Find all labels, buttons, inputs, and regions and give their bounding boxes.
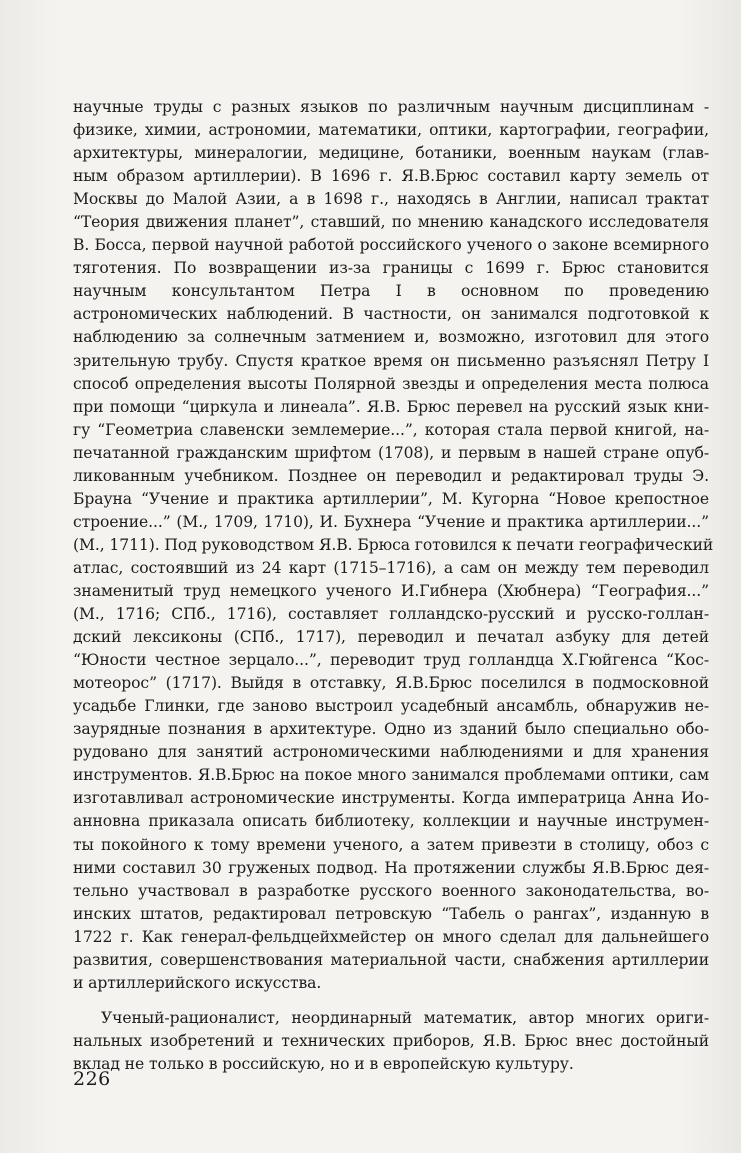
text-line: “Юности честное зерцало...”, переводит труд голландца Х.Гюйгенса “Кос- xyxy=(73,651,709,670)
text-line: печатанной гражданским шрифтом (1708), и первым в нашей стране опуб- xyxy=(73,443,709,462)
text-line: способ определения высоты Полярной звезды и определения места полюса xyxy=(73,374,709,393)
text-line: тяготения. По возвращении из-за границы с 1699 г. Брюс становится xyxy=(73,259,709,278)
text-line: мотеорос” (1717). Выйдя в отставку, Я.В.Брюс поселился в подмосковной xyxy=(73,674,709,693)
text-line: В. Босса, первой научной работой российского ученого о законе всемирного xyxy=(73,236,709,255)
paragraph-1 xyxy=(73,96,714,995)
text-line: при помощи “циркула и линеала”. Я.В. Брюс перевел на русский язык кни- xyxy=(73,397,709,416)
text-line: зрительную трубу. Спустя краткое время он письменно разъяснял Петру I xyxy=(73,351,709,370)
paragraph-gap xyxy=(73,995,709,1007)
text-line: наблюдению за солнечным затмением и, возможно, изготовил для этого xyxy=(73,328,709,347)
text-line: 1722 г. Как генерал-фельдцейхмейстер он много сделал для дальнейшего xyxy=(73,927,709,946)
text-line: “Теория движения планет”, ставший, по мнению канадского исследователя xyxy=(73,213,709,232)
text-line: инских штатов, редактировал петровскую “Табель о рангах”, изданную в xyxy=(73,904,709,923)
text-line: научные труды с разных языков по различным научным дисциплинам - xyxy=(73,98,709,116)
text-line: рудовано для занятий астрономическими наблюдениями и для хранения xyxy=(73,743,709,762)
text-line: физике, химии, астрономии, математики, оптики, картографии, географии, xyxy=(73,121,709,140)
text-line: гу “Геометриа славенски землемерие...”, которая стала первой книгой, на- xyxy=(73,420,709,439)
text-line: ликованным учебником. Позднее он переводил и редактировал труды Э. xyxy=(73,466,709,485)
text-line: вклад не только в российскую, но и в европейскую культуру. xyxy=(73,1054,574,1073)
text-line: заурядные познания в архитектуре. Одно из зданий было специально обо- xyxy=(73,720,709,739)
text-line: изготавливал астрономические инструменты. Когда императрица Анна Ио- xyxy=(73,789,709,808)
text-line: ними составил 30 груженых подвод. На протяжении службы Я.В.Брюс дея- xyxy=(73,858,709,877)
text-line: архитектуры, минералогии, медицине, ботаники, военным наукам (глав- xyxy=(73,144,709,163)
text-line: ты покойного к тому времени ученого, а затем привезти в столицу, обоз с xyxy=(73,835,709,854)
text-line: Брауна “Учение и практика артиллерии”, М. Кугорна “Новое крепостное xyxy=(73,489,709,508)
body-text xyxy=(73,96,714,1076)
text-line: развития, совершенствования материальной части, снабжения артиллерии xyxy=(73,950,709,969)
text-line: знаменитый труд немецкого ученого И.Гибнера (Хюбнера) “География...” xyxy=(73,581,709,600)
text-line: и артиллерийского искусства. xyxy=(73,973,322,992)
text-line: атлас, состоявший из 24 карт (1715–1716), а сам он между тем переводил xyxy=(73,558,709,577)
text-line: Москвы до Малой Азии, а в 1698 г., находясь в Англии, написал трактат xyxy=(73,190,709,209)
paragraph-2 xyxy=(73,1007,709,1076)
text-line: инструментов. Я.В.Брюс на покое много занимался проблемами оптики, сам xyxy=(73,766,709,785)
text-line: (М., 1711). Под руководством Я.В. Брюса готовился к печати географический xyxy=(73,535,714,554)
text-line: Ученый-рационалист, неординарный математик, автор многих ориги- xyxy=(101,1008,709,1027)
text-line: астрономических наблюдений. В частности, он занимался подготовкой к xyxy=(73,305,709,324)
text-line: тельно участвовал в разработке русского военного законодательства, во- xyxy=(73,881,709,900)
page-number: 226 xyxy=(73,1068,111,1090)
text-line: (М., 1716; СПб., 1716), составляет голландско-русский и русско-голлан- xyxy=(73,605,709,624)
text-line: нальных изобретений и технических приборов, Я.В. Брюс внес достойный xyxy=(73,1031,709,1050)
text-line: анновна приказала описать библиотеку, коллекции и научные инструмен- xyxy=(73,812,709,831)
text-line: ным образом артиллерии). В 1696 г. Я.В.Брюс составил карту земель от xyxy=(73,167,709,186)
text-line: усадьбе Глинки, где заново выстроил усадебный ансамбль, обнаружив не- xyxy=(73,697,709,716)
text-line: научным консультантом Петра I в основном по проведению xyxy=(73,282,709,301)
text-line: дский лексиконы (СПб., 1717), переводил и печатал азбуку для детей xyxy=(73,628,709,647)
text-line: строение...” (М., 1709, 1710), И. Бухнера “Учение и практика артиллерии...” xyxy=(73,512,709,531)
